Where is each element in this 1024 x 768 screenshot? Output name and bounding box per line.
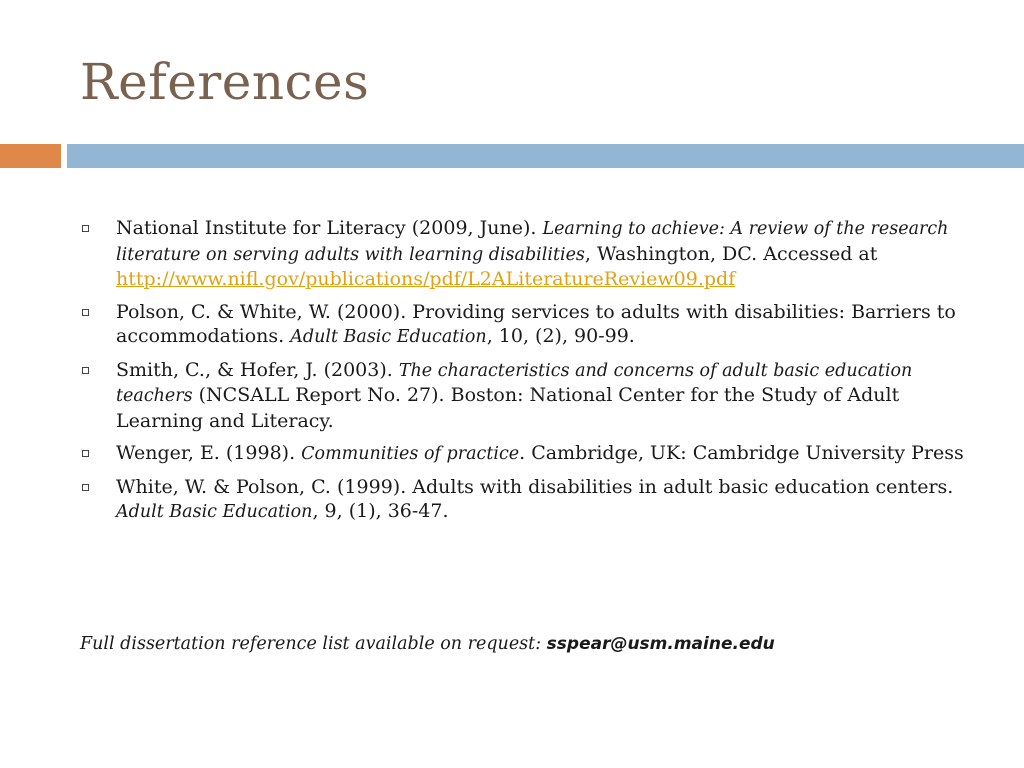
reference-title: The characteristics and concerns of adult basic education teachers [116,360,913,406]
reference-item-nifl [80,216,980,292]
reference-text: , Washington, DC. Accessed at [584,242,878,265]
reference-text: Wenger, E. (1998). [116,442,302,464]
reference-item-white [80,475,980,525]
reference-text: (NCSALL Report No. 27). Boston: National Center for the Study of Adult Learning and Literacy. [116,384,900,432]
square-bullet-icon [82,450,89,457]
reference-title: Adult Basic Education [116,502,313,522]
reference-text: Polson, C. & White, W. (2000). Providing services to adults with disabilities: Barriers to accommodations. [116,300,956,347]
reference-title: Communities of practice [301,444,520,464]
reference-text: National Institute for Literacy (2009, June). [116,217,543,239]
footer-note [80,632,775,656]
square-bullet-icon [82,484,89,491]
contact-email: sspear@usm.maine.edu [546,634,775,654]
footer-text: Full dissertation reference list available on request: [80,634,547,654]
accent-bar-blue [67,144,1024,168]
square-bullet-icon [82,225,89,232]
reference-list [80,216,980,533]
reference-text: Smith, C., & Hofer, J. (2003). [116,358,399,381]
reference-item-wenger [80,441,980,467]
reference-text: , 9, (1), 36-47. [312,500,449,522]
square-bullet-icon [82,309,89,316]
reference-title: Learning to achieve: A review of the research literature on serving adults with learning disabilities [116,219,949,265]
reference-text: . Cambridge, UK: Cambridge University Press [519,442,964,464]
slide-title: References [80,53,370,111]
reference-item-smith [80,358,980,434]
reference-item-polson [80,300,980,350]
square-bullet-icon [82,367,89,374]
reference-link[interactable]: http://www.nifl.gov/publications/pdf/L2ALiteratureReview09.pdf [116,268,736,290]
reference-text: , 10, (2), 90-99. [486,325,635,347]
reference-text: White, W. & Polson, C. (1999). Adults with disabilities in adult basic education centers. [116,475,954,498]
reference-title: Adult Basic Education [290,327,487,347]
accent-bar-orange [0,144,61,168]
